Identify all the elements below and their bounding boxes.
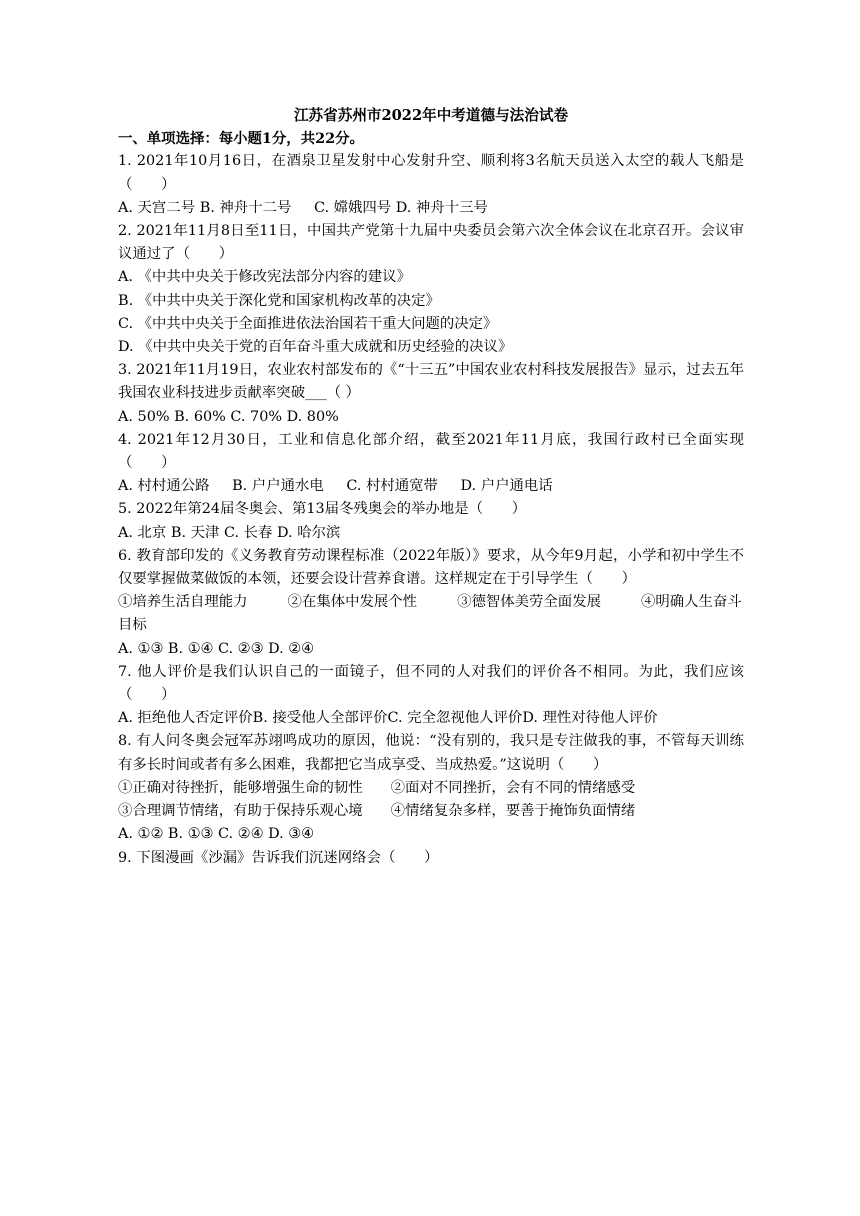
option-d[interactable]: D. 理性对待他人评价	[522, 710, 658, 727]
statements-row-1	[118, 777, 744, 800]
section-heading: 一、单项选择：每小题1分，共22分。	[118, 130, 364, 148]
statement-4: ④明确人生奋斗目标	[118, 594, 742, 634]
question-1	[118, 150, 744, 220]
option-a[interactable]: A. 北京	[118, 524, 167, 541]
option-a[interactable]: A. ①②	[118, 826, 164, 843]
exam-title: 江苏省苏州市2022年中考道德与法治试卷	[293, 107, 569, 124]
exam-page	[118, 104, 744, 870]
option-c[interactable]: C. ②④	[218, 826, 264, 843]
option-c[interactable]: C. 嫦娥四号	[313, 199, 392, 216]
option-c[interactable]: C. 长春	[224, 524, 273, 541]
options-row	[118, 522, 744, 545]
option-c[interactable]: C. ②③	[218, 640, 264, 657]
statement-1: ①正确对待挫折，能够增强生命的韧性	[118, 779, 363, 796]
option-b[interactable]: B. 接受他人全部评价	[252, 710, 388, 727]
statements-row-2	[118, 800, 744, 823]
question-2	[118, 220, 744, 359]
option-b[interactable]: B. 户户通水电	[232, 478, 324, 495]
option-b[interactable]: B. 天津	[170, 524, 220, 541]
option-a[interactable]: A. 《中共中央关于修改宪法部分内容的建议》	[118, 269, 411, 286]
option-d[interactable]: D. 哈尔滨	[277, 524, 341, 541]
options-row	[118, 475, 744, 498]
question-stem: 5. 2022年第24届冬奥会、第13届冬残奥会的举办地是（ ）	[118, 501, 527, 518]
option-a[interactable]: A. 村村通公路	[118, 478, 210, 495]
option-c[interactable]: C. 完全忽视他人评价	[387, 710, 523, 727]
question-9	[118, 847, 744, 870]
option-d[interactable]: D. 80%	[286, 408, 339, 425]
statement-2: ②在集体中发展个性	[287, 594, 418, 611]
option-d[interactable]: D. 户户通电话	[460, 478, 553, 495]
option-c[interactable]: C. 《中共中央关于全面推进依法治国若干重大问题的决定》	[118, 315, 498, 332]
options-row	[118, 823, 744, 846]
option-b[interactable]: B. ①④	[167, 640, 214, 657]
option-b[interactable]: B. 《中共中央关于深化党和国家机构改革的决定》	[118, 292, 440, 309]
options-row	[118, 406, 744, 429]
statement-3: ③德智体美劳全面发展	[457, 594, 601, 611]
question-stem: 8. 有人问冬奥会冠军苏翊鸣成功的原因，他说：“没有别的，我只是专注做我的事，不管每天训练有多长时间或者有多么困难，我都把它当成享受、当成热爱。”这说明（ ）	[118, 733, 744, 773]
question-3	[118, 359, 744, 429]
option-c[interactable]: C. 村村通宽带	[346, 478, 438, 495]
question-6	[118, 545, 744, 661]
question-stem: 6. 教育部印发的《义务教育劳动课程标准（2022年版）》要求，从今年9月起，小学和初中学生不仅要掌握做菜做饭的本领，还要会设计营养食谱。这样规定在于引导学生（ ）	[118, 547, 744, 588]
option-a[interactable]: A. ①③	[118, 640, 164, 657]
question-4	[118, 429, 744, 499]
option-b[interactable]: B. 60%	[174, 408, 226, 425]
question-stem: 4. 2021年12月30日，工业和信息化部介绍，截至2021年11月底，我国行政村已全面实现（ ）	[118, 431, 744, 472]
question-stem: 7. 他人评价是我们认识自己的一面镜子，但不同的人对我们的评价各不相同。为此，我们应该（ ）	[118, 663, 744, 704]
question-8	[118, 730, 744, 846]
question-7	[118, 661, 744, 731]
question-stem: 2. 2021年11月8日至11日，中国共产党第十九届中央委员会第六次全体会议在北京召开。会议审议通过了（ ）	[118, 223, 744, 263]
option-d[interactable]: D. ②④	[268, 640, 315, 657]
option-a[interactable]: A. 天宫二号	[118, 199, 196, 216]
options-row	[118, 707, 744, 730]
statements	[118, 591, 744, 637]
statement-2: ②面对不同挫折，会有不同的情绪感受	[390, 779, 636, 796]
option-d[interactable]: D. 神舟十三号	[395, 199, 488, 216]
option-b[interactable]: B. 神舟十二号	[199, 199, 292, 216]
question-stem: 9. 下图漫画《沙漏》告诉我们沉迷网络会（ ）	[118, 849, 439, 866]
option-c[interactable]: C. 70%	[230, 408, 283, 425]
option-a[interactable]: A. 50%	[118, 408, 170, 425]
question-stem: 1. 2021年10月16日，在酒泉卫星发射中心发射升空、顺利将3名航天员送入太空的载人飞船是（ ）	[118, 153, 744, 193]
statement-1: ①培养生活自理能力	[118, 594, 248, 611]
statement-3: ③合理调节情绪，有助于保持乐观心境	[118, 803, 363, 820]
option-d[interactable]: D. ③④	[268, 826, 315, 843]
option-b[interactable]: B. ①③	[167, 826, 214, 843]
option-a[interactable]: A. 拒绝他人否定评价	[118, 710, 253, 727]
option-d[interactable]: D. 《中共中央关于党的百年奋斗重大成就和历史经验的决议》	[118, 339, 513, 356]
statement-4: ④情绪复杂多样，要善于掩饰负面情绪	[390, 803, 636, 820]
question-5	[118, 498, 744, 544]
options-row	[118, 197, 744, 220]
options-row	[118, 638, 744, 661]
question-stem: 3. 2021年11月19日，农业农村部发布的《“十三五”中国农业农村科技发展报告》显示，过去五年我国农业科技进步贡献率突破___（ ）	[118, 362, 744, 402]
